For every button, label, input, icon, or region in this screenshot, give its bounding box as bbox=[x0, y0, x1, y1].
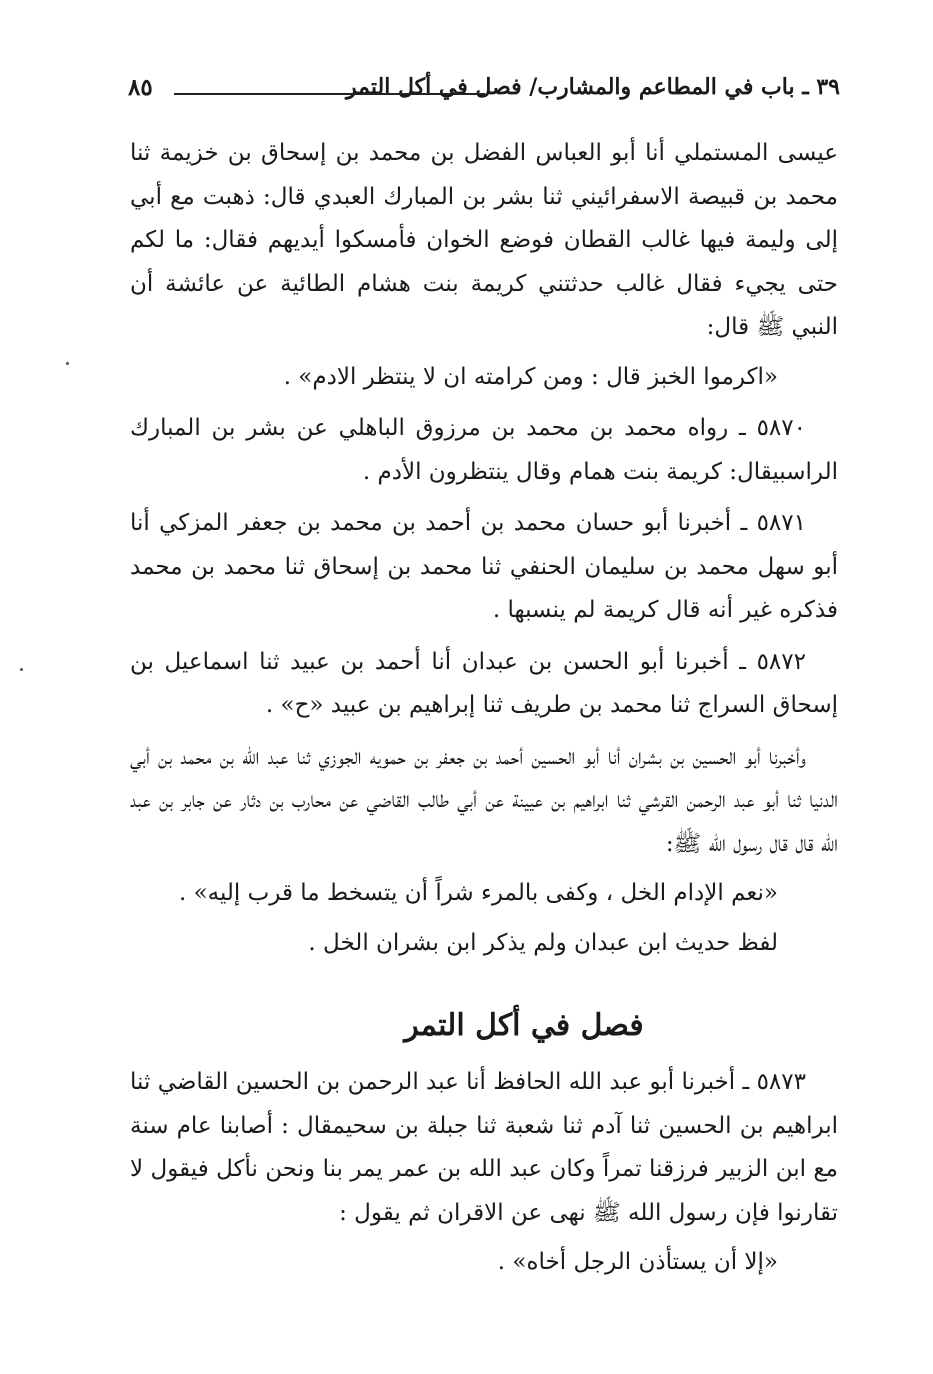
paragraph-isnad-second: وأخبرنا أبو الحسين بن بشران أنا أبو الحسين أحمد بن جعفر بن حمويه الجوزي ثنا عبد الله بن محمد بن أبي الدنيا ثنا أبو عبد الرحمن القرشي ثنا ابراهيم بن عيينة عن أبي طالب القاضي عن محارب بن دثار عن جابر بن عبد الله قال قال رسول الله ﷺ: bbox=[130, 743, 838, 857]
hadith-quote: «إلا أن يستأذن الرجل أخاه» . bbox=[497, 1249, 778, 1275]
header-rule bbox=[174, 93, 485, 95]
section-heading: فصل في أكل التمر bbox=[404, 1008, 644, 1043]
hadith-quote: «نعم الإدام الخل ، وكفى بالمرء شراً أن يتسخط ما قرب إليه» . bbox=[178, 880, 778, 906]
hadith-quote: «اكرموا الخبز قال : ومن كرامته ان لا ينتظر الادم» . bbox=[283, 363, 778, 390]
paragraph-5873: ٥٨٧٣ ـ أخبرنا أبو عبد الله الحافظ أنا عبد الرحمن بن الحسين القاضي ثنا ابراهيم بن الحسين ثنا آدم ثنا شعبة ثنا جبلة بن سحيمقال : أصابنا عام سنة مع ابن الزبير فرزقنا تمراً وكان عبد الله بن عمر يمر بنا ونحن نأكل فيقول لا تقارنوا فإن رسول الله ﷺ نهى عن الاقران ثم يقول : bbox=[130, 1069, 838, 1226]
page-header bbox=[128, 74, 840, 114]
body-text bbox=[130, 132, 838, 1285]
scan-speck bbox=[66, 362, 69, 365]
paragraph-5872: ٥٨٧٢ ـ أخبرنا أبو الحسن بن عبدان أنا أحمد بن عبيد ثنا اسماعيل بن إسحاق السراج ثنا محمد بن طريف ثنا إبراهيم بن عبيد «ح» . bbox=[130, 648, 838, 718]
paragraph-5870: ٥٨٧٠ ـ رواه محمد بن محمد بن مرزوق الباهلي عن بشر بن المبارك الراسبيقال: كريمة بنت همام وقال ينتظرون الأدم . bbox=[130, 415, 838, 485]
paragraph-note: لفظ حديث ابن عبدان ولم يذكر ابن بشران الخل . bbox=[308, 929, 778, 956]
paragraph-5871: ٥٨٧١ ـ أخبرنا أبو حسان محمد بن أحمد بن محمد بن جعفر المزكي أنا أبو سهل محمد بن سليمان الحنفي ثنا محمد بن إسحاق ثنا محمد بن محمد فذكره غير أنه قال كريمة لم ينسبها . bbox=[130, 510, 838, 623]
page-number: ٨٥ bbox=[128, 74, 153, 101]
paragraph-isnad-continuation: عيسى المستملي أنا أبو العباس الفضل بن محمد بن إسحاق بن خزيمة ثنا محمد بن قبيصة الاسفرائيني ثنا بشر بن المبارك العبدي قال: ذهبت مع أبي إلى وليمة فيها غالب القطان فوضع الخوان فأمسكوا أيديهم فقال: ما لكم حتى يجيء فقال غالب حدثتني كريمة بنت هشام الطائية عن عائشة أن النبي ﷺ قال: bbox=[130, 140, 838, 340]
scan-speck bbox=[20, 668, 23, 671]
running-title: ٣٩ ـ باب في المطاعم والمشارب/ فصل في أكل التمر bbox=[346, 74, 840, 100]
